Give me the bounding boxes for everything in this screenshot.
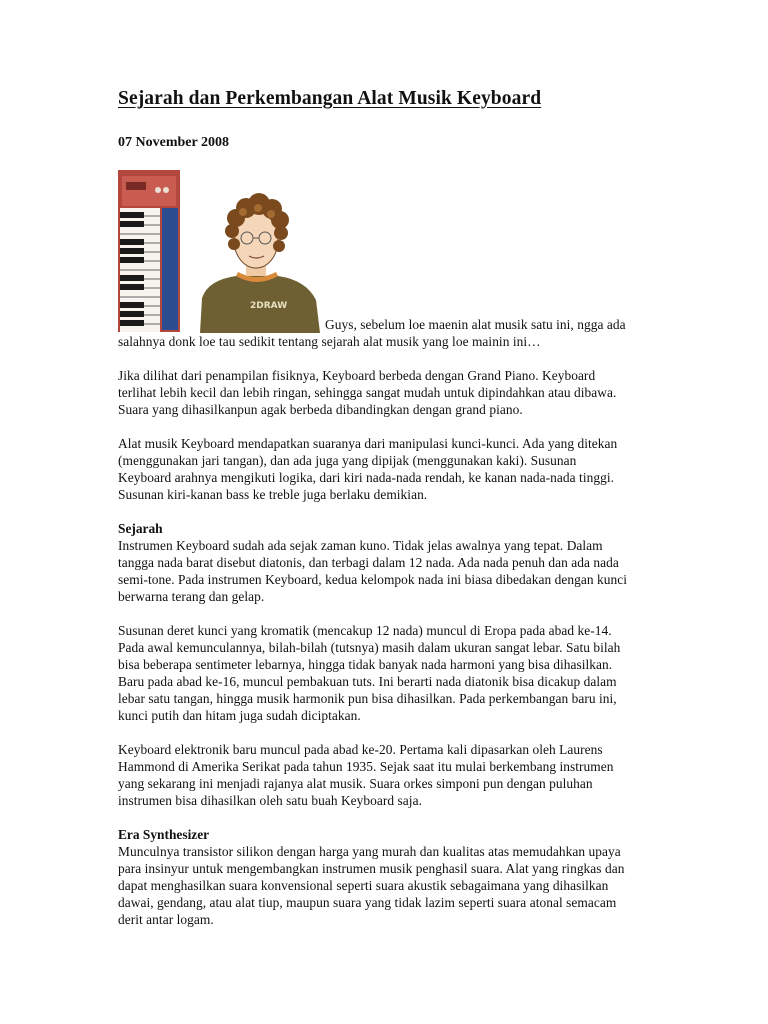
paragraph-line: Keyboard arahnya mengikuti logika, dari kiri nada-nada rendah, ke kanan nada-nada tinggi. <box>118 470 614 485</box>
paragraph <box>118 741 658 809</box>
illustration <box>118 168 323 333</box>
paragraph-line: kunci putih dan hitam juga sudah diciptakan. <box>118 708 361 723</box>
paragraph-line: Pada awal kemunculannya, bilah-bilah (tutsnya) masih dalam ukuran sangat lebar. Satu bilah <box>118 640 621 655</box>
paragraph-line: dapat menghasilkan suara konvensional seperti suara akustik sebagaimana yang dihasilkan <box>118 878 609 893</box>
paragraph-line: Keyboard elektronik baru muncul pada abad ke-20. Pertama kali dipasarkan oleh Laurens <box>118 742 603 757</box>
paragraph <box>118 622 658 724</box>
paragraph <box>118 435 658 503</box>
article-title: Sejarah dan Perkembangan Alat Musik Keyboard <box>118 88 542 109</box>
paragraph-line: Alat musik Keyboard mendapatkan suaranya dari manipulasi kunci-kunci. Ada yang ditekan <box>118 436 618 451</box>
paragraph-line: (menggunakan jari tangan), dan ada juga yang dipijak (menggunakan kaki). Susunan <box>118 453 577 468</box>
paragraph-line: lebar satu tangan, hingga musik harmonik pun bisa dihasilkan. Pada perkembangan baru ini, <box>118 691 617 706</box>
paragraph-line: derit antar logam. <box>118 912 214 927</box>
paragraph-line: berwarna terang dan gelap. <box>118 589 265 604</box>
paragraph-line: bisa beberapa sentimeter lebarnya, hingga tidak banyak nada harmoni yang bisa dihasilkan. <box>118 657 613 672</box>
paragraph-line: para insinyur untuk mengembangkan instrumen musik penghasil suara. Alat yang ringkas dan <box>118 861 625 876</box>
paragraph-line: Jika dilihat dari penampilan fisiknya, Keyboard berbeda dengan Grand Piano. Keyboard <box>118 368 596 383</box>
section-heading: Era Synthesizer <box>118 827 210 842</box>
paragraph-line: dawai, gendang, atau alat tiup, maupun suara yang tidak lazim seperti suara atonal semacam <box>118 895 617 910</box>
intro-figure-row <box>118 168 658 333</box>
paragraph <box>118 843 658 928</box>
paragraph <box>118 367 658 418</box>
paragraph-line: terlihat lebih kecil dan lebih ringan, sehingga sangat mudah untuk dipindahkan atau dibawa. <box>118 385 617 400</box>
article <box>118 88 658 928</box>
paragraph-line: yang sekarang ini menjadi rajanya alat musik. Suara orkes simponi pun dengan puluhan <box>118 776 593 791</box>
intro-line: Guys, sebelum loe maenin alat musik satu ini, ngga ada <box>325 317 626 332</box>
paragraph <box>118 537 658 605</box>
paragraph-line: Susunan deret kunci yang kromatik (mencakup 12 nada) muncul di Eropa pada abad ke-14. <box>118 623 612 638</box>
section-heading: Sejarah <box>118 521 163 536</box>
paragraph-line: tangga nada barat disebut diatonis, dan terbagi dalam 12 nada. Ada nada penuh dan ada nada <box>118 555 619 570</box>
article-date: 07 November 2008 <box>118 135 229 150</box>
curly-haired-person-icon <box>200 193 320 333</box>
paragraph-line: semi-tone. Pada instrumen Keyboard, kedua kelompok nada ini biasa dibedakan dengan kunci <box>118 572 628 587</box>
shirt-text: 2DRAW <box>250 301 288 311</box>
keyboard-instrument-icon <box>118 170 180 332</box>
paragraph-line: Hammond di Amerika Serikat pada tahun 1935. Sejak saat itu mulai berkembang instrumen <box>118 759 614 774</box>
paragraph-line: Instrumen Keyboard sudah ada sejak zaman kuno. Tidak jelas awalnya yang tepat. Dalam <box>118 538 603 553</box>
paragraph-line: Suara yang dihasilkanpun agak berbeda dibandingkan dengan grand piano. <box>118 402 523 417</box>
intro-line: salahnya donk loe tau sedikit tentang sejarah alat musik yang loe mainin ini… <box>118 334 541 349</box>
paragraph-line: Susunan kiri-kanan bass ke treble juga berlaku demikian. <box>118 487 428 502</box>
paragraph-line: Munculnya transistor silikon dengan harga yang murah dan kualitas atas memudahkan upaya <box>118 844 621 859</box>
paragraph-line: instrumen bisa dihasilkan oleh satu buah Keyboard saja. <box>118 793 422 808</box>
paragraph-line: Baru pada abad ke-16, muncul pembakuan tuts. Ini berarti nada diatonik bisa dicakup dalam <box>118 674 617 689</box>
